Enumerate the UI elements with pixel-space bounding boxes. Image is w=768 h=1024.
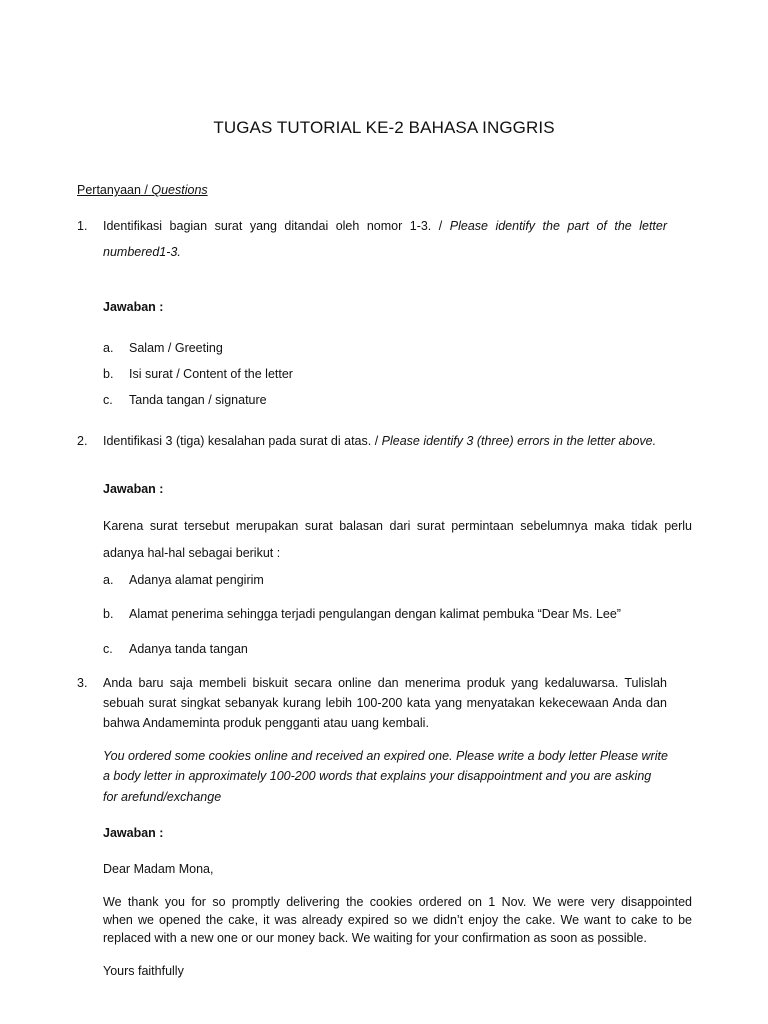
question-2-separator: /: [371, 434, 382, 448]
question-2-answer-label: Jawaban :: [103, 482, 164, 496]
q1-answer-c: Tanda tangan / signature: [129, 393, 267, 407]
question-2-text: [103, 434, 656, 448]
q2-answer-b: Alamat penerima sehingga terjadi pengulangan dengan kalimat pembuka “Dear Ms. Lee”: [129, 607, 621, 621]
section-heading: [77, 183, 208, 197]
letter-closing: Yours faithfully: [103, 964, 184, 978]
question-3-text-line1: Anda baru saja membeli biskuit secara online dan menerima produk yang kedaluwarsa. Tulislah: [103, 676, 667, 690]
document-title: TUGAS TUTORIAL KE-2 BAHASA INGGRIS: [213, 118, 555, 137]
question-2-explanation-cont: adanya hal-hal sebagai berikut :: [103, 546, 281, 560]
q2-answer-b-marker: b.: [103, 607, 114, 621]
letter-body-line2: when we opened the cake, it was already expired so we didn’t enjoy the cake. We want to cake to be: [103, 913, 692, 927]
question-1-number: 1.: [77, 219, 88, 233]
q2-answer-a-marker: a.: [103, 573, 114, 587]
letter-body-line3: replaced with a new one or our money back. We waiting for your confirmation as soon as possible.: [103, 931, 647, 945]
question-2-text-id: Identifikasi 3 (tiga) kesalahan pada surat di atas.: [103, 434, 372, 448]
q1-answer-c-marker: c.: [103, 393, 113, 407]
question-1-answer-label: Jawaban :: [103, 300, 164, 314]
question-1-text-en: Please identify the part of the letter: [449, 219, 668, 233]
question-1-text: [103, 219, 667, 233]
question-2-explanation: Karena surat tersebut merupakan surat balasan dari surat permintaan sebelumnya maka tidak perlu: [103, 519, 692, 533]
q2-answer-c-marker: c.: [103, 642, 113, 656]
q1-answer-b: Isi surat / Content of the letter: [129, 367, 293, 381]
section-label: Pertanyaan: [77, 183, 141, 197]
q1-answer-a-marker: a.: [103, 341, 114, 355]
letter-greeting: Dear Madam Mona,: [103, 862, 214, 876]
question-3-text-en-line3: for arefund/exchange: [103, 790, 222, 804]
letter-body-line1: We thank you for so promptly delivering the cookies ordered on 1 Nov. We were very disappointed: [103, 895, 692, 909]
section-separator: /: [140, 183, 152, 197]
question-3-text-en-line1: You ordered some cookies online and received an expired one. Please write a body letter Please write: [103, 749, 668, 763]
question-2-number: 2.: [77, 434, 88, 448]
question-2-text-en: Please identify 3 (three) errors in the letter above.: [381, 434, 657, 448]
q2-answer-a: Adanya alamat pengirim: [129, 573, 264, 587]
question-3-answer-label: Jawaban :: [103, 826, 164, 840]
question-1-separator: /: [431, 219, 450, 233]
question-1-text-id: Identifikasi bagian surat yang ditandai oleh nomor 1-3.: [103, 219, 432, 233]
q1-answer-b-marker: b.: [103, 367, 114, 381]
q1-answer-a: Salam / Greeting: [129, 341, 223, 355]
section-label-en: Questions: [151, 183, 208, 197]
question-3-text-line3: bahwa Andameminta produk pengganti atau uang kembali.: [103, 716, 429, 730]
question-3-text-line2: sebuah surat singkat sebanyak kurang lebih 100-200 kata yang menyatakan kekecewaan Anda dan: [103, 696, 667, 710]
q2-answer-c: Adanya tanda tangan: [129, 642, 248, 656]
question-1-text-en-cont: numbered1-3.: [103, 245, 181, 259]
question-3-text-en-line2: a body letter in approximately 100-200 words that explains your disappointment and you are asking: [103, 769, 652, 783]
question-3-number: 3.: [77, 676, 88, 690]
